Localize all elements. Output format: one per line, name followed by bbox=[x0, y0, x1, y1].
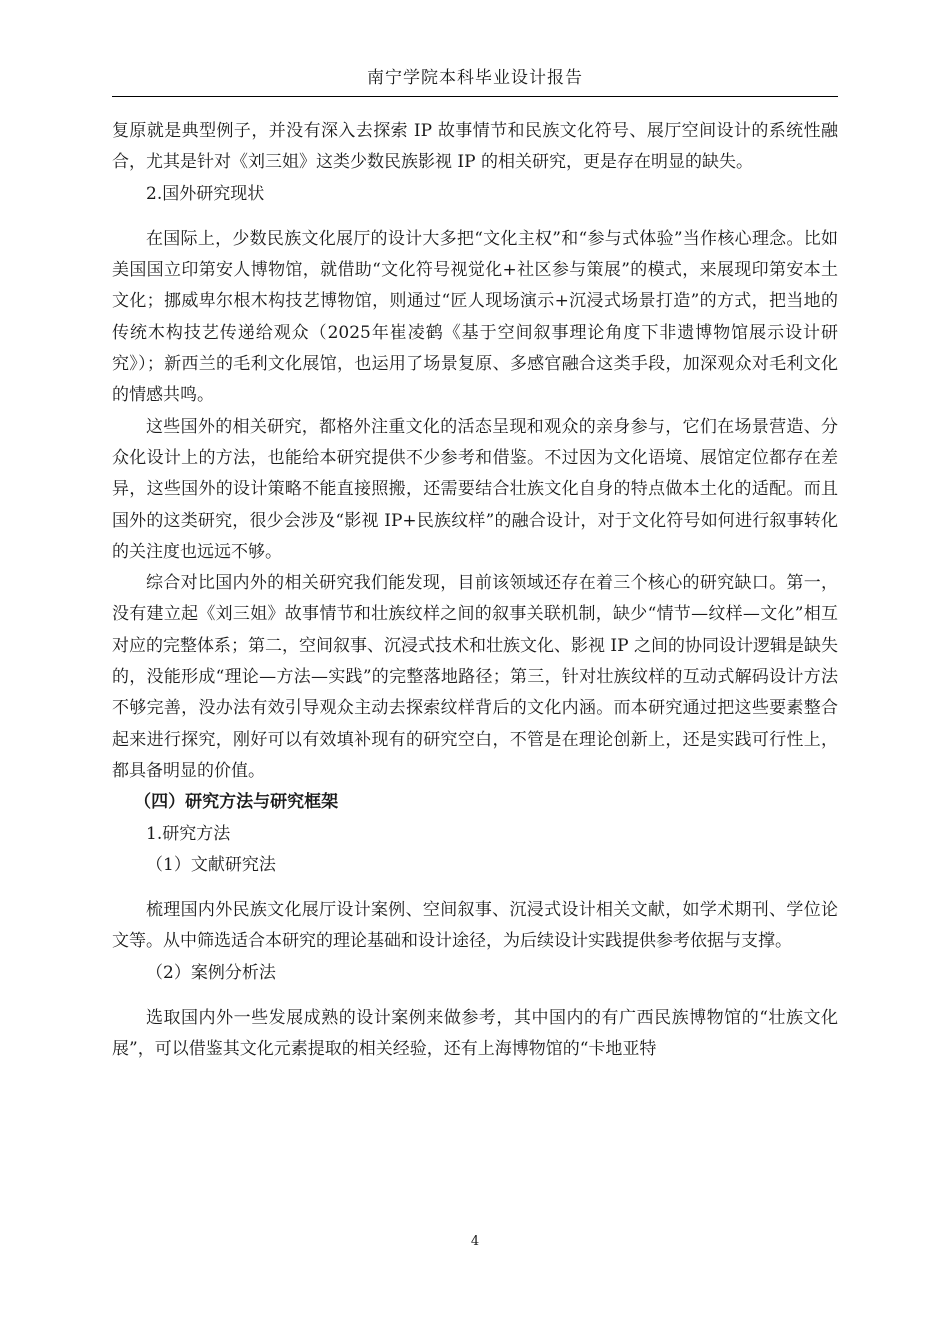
subheading-methods: 1.研究方法 bbox=[146, 823, 231, 844]
page-number: 4 bbox=[470, 1234, 480, 1249]
document-body bbox=[112, 116, 838, 1066]
paragraph: 梳理国内外民族文化展厅设计案例、空间叙事、沉浸式设计相关文献，如学术期刊、学位论文等。从中筛选适合本研究的理论基础和设计途径，为后续设计实践提供参考依据与支撑。 bbox=[112, 900, 838, 952]
paragraph: 选取国内外一些发展成熟的设计案例来做参考，其中国内的有广西民族博物馆的“壮族文化展”，可以借鉴其文化元素提取的相关经验，还有上海博物馆的“卡地亚特 bbox=[112, 1008, 838, 1060]
page-header-title: 南宁学院本科毕业设计报告 bbox=[367, 68, 583, 88]
paragraph: 综合对比国内外的相关研究我们能发现，目前该领域还存在着三个核心的研究缺口。第一，没有建立起《刘三姐》故事情节和壮族纹样之间的叙事关联机制，缺少“情节—纹样—文化”相互对应的完整体系；第二，空间叙事、沉浸式技术和壮族文化、影视 IP 之间的协同设计逻辑是缺失的，没能形成“理论—方法—实践”的完整落地路径；第三，针对壮族纹样的互动式解码设计方法不够完善，没办法有效引导观众主动去探索纹样背后的文化内涵。而本研究通过把这些要素整合起来进行探究，刚好可以有效填补现有的研究空白，不管是在理论创新上，还是实践可行性上，都具备明显的价值。 bbox=[112, 573, 838, 781]
paragraph: 复原就是典型例子，并没有深入去探索 IP 故事情节和民族文化符号、展厅空间设计的系统性融合，尤其是针对《刘三姐》这类少数民族影视 IP 的相关研究，更是存在明显的缺失。 bbox=[112, 121, 838, 173]
paragraph: 这些国外的相关研究，都格外注重文化的活态呈现和观众的亲身参与，它们在场景营造、分众化设计上的方法，也能给本研究提供不少参考和借鉴。不过因为文化语境、展馆定位都存在差异，这些国外的设计策略不能直接照搬，还需要结合壮族文化自身的特点做本土化的适配。而且国外的这类研究，很少会涉及“影视 IP+民族纹样”的融合设计，对于文化符号如何进行叙事转化的关注度也远远不够。 bbox=[112, 416, 838, 562]
subheading-foreign-research: 2.国外研究现状 bbox=[146, 183, 265, 204]
subheading-literature-method: （1）文献研究法 bbox=[146, 854, 276, 875]
header-divider bbox=[112, 96, 838, 97]
subheading-case-method: （2）案例分析法 bbox=[146, 962, 276, 983]
paragraph: 在国际上，少数民族文化展厅的设计大多把“文化主权”和“参与式体验”当作核心理念。比如美国国立印第安人博物馆，就借助“文化符号视觉化+社区参与策展”的模式，来展现印第安本土文化；挪威卑尔根木构技艺博物馆，则通过“匠人现场演示+沉浸式场景打造”的方式，把当地的传统木构技艺传递给观众（2025年崔凌鹤《基于空间叙事理论角度下非遗博物馆展示设计研究》）；新西兰的毛利文化展馆，也运用了场景复原、多感官融合这类手段，加深观众对毛利文化的情感共鸣。 bbox=[112, 228, 838, 406]
section-heading: （四）研究方法与研究框架 bbox=[134, 792, 339, 813]
